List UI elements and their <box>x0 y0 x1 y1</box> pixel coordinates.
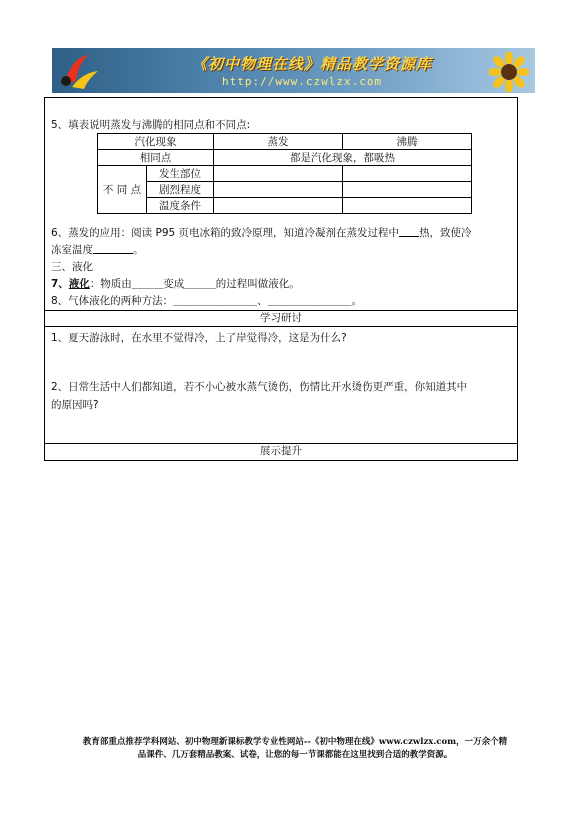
study-section-header: 学习研讨 <box>45 310 517 327</box>
table-row-label: 剧烈程度 <box>147 182 214 198</box>
table-cell[interactable] <box>214 166 343 182</box>
table-cell[interactable] <box>343 198 472 214</box>
study-question-2-cont: 的原因吗? <box>51 399 99 411</box>
question-6-line1: 6、蒸发的应用：阅读 P95 页电冰箱的致冷原理，知道冷凝剂在蒸发过程中 热，致使冷 <box>51 227 472 239</box>
table-row-label: 相同点 <box>98 150 214 166</box>
question-5: 5、填表说明蒸发与沸腾的相同点和不同点: <box>51 119 251 131</box>
section-heading: 三、液化 <box>51 261 93 273</box>
question-8: 8、气体液化的两种方法：＿＿＿＿＿＿＿＿、＿＿＿＿＿＿＿＿。 <box>51 295 363 307</box>
worksheet-box <box>44 97 518 461</box>
table-cell[interactable] <box>214 198 343 214</box>
question-6-line2: 冻室温度 。 <box>51 244 144 256</box>
table-cell: 都是汽化现象，都吸热 <box>214 150 472 166</box>
table-header-cell: 汽化现象 <box>98 134 214 150</box>
banner-url[interactable]: http://www.czwlzx.com <box>222 75 383 88</box>
question-7: 7、液化：物质由＿＿＿变成＿＿＿的过程叫做液化。 <box>51 278 300 290</box>
answer-blank[interactable] <box>399 225 419 237</box>
answer-blank[interactable] <box>93 242 133 254</box>
term-liquefaction: 液化 <box>68 278 90 290</box>
table-row-label: 发生部位 <box>147 166 214 182</box>
table-row-label: 温度条件 <box>147 198 214 214</box>
show-section-header: 展示提升 <box>45 443 517 460</box>
study-question-2: 2、日常生活中人们都知道，若不小心被水蒸气烫伤，伤情比开水烫伤更严重，你知道其中 <box>51 381 468 393</box>
study-question-1: 1、夏天游泳时，在水里不觉得冷，上了岸觉得冷，这是为什么? <box>51 332 347 344</box>
table-header-cell: 沸腾 <box>343 134 472 150</box>
sunflower-icon <box>489 52 529 92</box>
table-cell[interactable] <box>214 182 343 198</box>
comparison-table <box>97 133 472 214</box>
table-header-cell: 蒸发 <box>214 134 343 150</box>
header-banner <box>52 48 535 93</box>
site-logo-icon <box>58 51 102 91</box>
banner-title: 《初中物理在线》精品教学资源库 <box>192 55 433 73</box>
table-cell[interactable] <box>343 166 472 182</box>
table-row-label: 不 同 点 <box>98 166 147 214</box>
table-cell[interactable] <box>343 182 472 198</box>
page-footer: 教育部重点推荐学科网站、初中物理新课标教学专业性网站--《初中物理在线》www.czwlzx.com，一万余个精 品课件、几万套精品教案、试卷，让您的每一节课都能在这里找到合适的教学资源。 <box>82 737 508 760</box>
